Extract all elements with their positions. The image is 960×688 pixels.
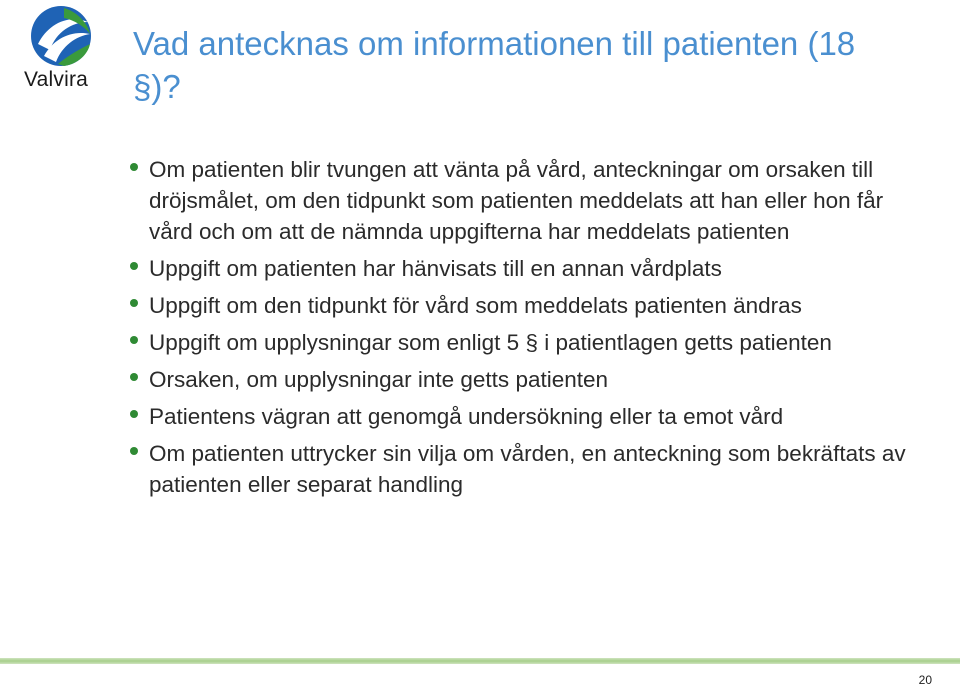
bullet-item — [130, 364, 920, 395]
page-number: 20 — [918, 673, 932, 687]
bullet-text: Orsaken, om upplysningar inte getts patienten — [149, 367, 609, 392]
bullet-marker-icon — [130, 447, 138, 455]
bullet-text: Patientens vägran att genomgå undersökning eller ta emot vård — [149, 404, 784, 429]
bullet-marker-icon — [130, 336, 138, 344]
bullet-marker-icon — [130, 373, 138, 381]
bullet-item — [130, 154, 920, 247]
logo-text: Valvira — [24, 68, 89, 91]
bullet-item — [130, 290, 920, 321]
bullet-marker-icon — [130, 410, 138, 418]
bullet-text: Om patienten blir tvungen att vänta på vård, anteckningar om orsaken till dröjsmålet, om den tidpunkt som patienten meddelats att han eller hon får vård och om att de nämnda uppgifterna har meddelats patienten — [149, 157, 884, 244]
bullet-text: Uppgift om den tidpunkt för vård som meddelats patienten ändras — [149, 293, 802, 318]
bullet-item — [130, 438, 920, 500]
bullet-text: Uppgift om upplysningar som enligt 5 § i patientlagen getts patienten — [149, 330, 832, 355]
slide-title: Vad antecknas om informationen till patienten (18 §)? — [133, 25, 856, 105]
bullet-item — [130, 253, 920, 284]
bullet-marker-icon — [130, 163, 138, 171]
bullet-text: Uppgift om patienten har hänvisats till en annan vårdplats — [149, 256, 722, 281]
bullet-marker-icon — [130, 299, 138, 307]
valvira-logo — [14, 4, 110, 94]
footer-divider — [0, 658, 960, 664]
bullet-marker-icon — [130, 262, 138, 270]
bullet-item — [130, 327, 920, 358]
valvira-logo-icon — [28, 4, 94, 68]
bullet-item — [130, 401, 920, 432]
bullet-list — [130, 154, 920, 506]
bullet-text: Om patienten uttrycker sin vilja om vården, en anteckning som bekräftats av patienten eller separat handling — [149, 441, 906, 497]
